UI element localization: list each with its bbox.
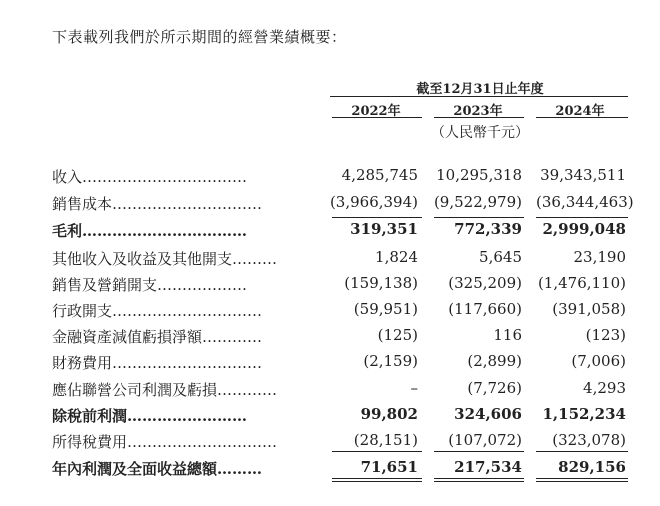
row-value: (1,476,110) <box>537 274 626 292</box>
row-value: (3,966,394) <box>329 193 418 211</box>
row-label: 金融資產減值虧損淨額………… <box>52 328 263 346</box>
row-value: – <box>410 379 418 397</box>
subtotal-rule-2024 <box>536 217 628 218</box>
row-value: 217,534 <box>454 458 522 476</box>
year-header-2023: 2023年 <box>453 104 503 119</box>
period-header: 截至12月31日止年度 <box>416 82 544 97</box>
row-value: 324,606 <box>454 405 522 423</box>
row-value: (36,344,463) <box>536 193 634 211</box>
row-label: 銷售及營銷開支……………… <box>52 276 248 294</box>
row-label: 其他收入及收益及其他開支……… <box>52 250 278 268</box>
year-rule-2023 <box>434 117 524 118</box>
row-value: (28,151) <box>353 431 418 449</box>
row-value: 116 <box>493 326 522 344</box>
row-value: 2,999,048 <box>542 220 626 238</box>
row-value: (7,006) <box>571 352 626 370</box>
row-value: (9,522,979) <box>433 193 522 211</box>
row-value: 829,156 <box>558 458 626 476</box>
row-value: (159,138) <box>344 274 418 292</box>
double-rule-a-2022 <box>332 478 422 479</box>
row-label: 毛利…………………………… <box>52 222 248 240</box>
row-value: 1,824 <box>375 248 418 266</box>
row-value: (323,078) <box>552 431 626 449</box>
double-rule-b-2022 <box>332 481 422 482</box>
row-value: (7,726) <box>467 379 522 397</box>
row-value: 772,339 <box>454 220 522 238</box>
row-value: 99,802 <box>360 405 418 423</box>
total-rule-2024 <box>536 451 628 452</box>
total-rule-2023 <box>434 451 524 452</box>
double-rule-a-2024 <box>536 478 628 479</box>
row-label: 應佔聯營公司利潤及虧損………… <box>52 381 278 399</box>
row-value: (2,899) <box>467 352 522 370</box>
row-label: 所得稅費用………………………… <box>52 433 278 451</box>
row-value: 4,285,745 <box>341 166 418 184</box>
table-row <box>0 379 660 403</box>
row-label: 銷售成本………………………… <box>52 195 263 213</box>
year-rule-2024 <box>536 117 628 118</box>
year-header-2024: 2024年 <box>555 104 605 119</box>
intro-text: 下表載列我們於所示期間的經營業績概要： <box>52 28 347 46</box>
row-value: (123) <box>585 326 626 344</box>
double-rule-b-2024 <box>536 481 628 482</box>
row-value: (325,209) <box>448 274 522 292</box>
row-value: (391,058) <box>552 300 626 318</box>
year-rule-2022 <box>332 117 422 118</box>
header-rule <box>330 96 628 97</box>
row-value: 71,651 <box>360 458 418 476</box>
row-value: 319,351 <box>350 220 418 238</box>
row-value: (107,072) <box>448 431 522 449</box>
row-value: 5,645 <box>479 248 522 266</box>
row-value: 4,293 <box>583 379 626 397</box>
subtotal-rule-2022 <box>332 217 422 218</box>
row-value: (59,951) <box>353 300 418 318</box>
table-row <box>0 220 660 244</box>
row-value: 1,152,234 <box>542 405 626 423</box>
double-rule-a-2023 <box>434 478 524 479</box>
row-value: (125) <box>377 326 418 344</box>
year-header-2022: 2022年 <box>351 104 401 119</box>
row-value: 23,190 <box>573 248 626 266</box>
row-value: (2,159) <box>363 352 418 370</box>
table-row <box>0 326 660 350</box>
row-label: 除稅前利潤…………………… <box>52 407 248 425</box>
row-value: 10,295,318 <box>436 166 522 184</box>
row-label: 行政開支………………………… <box>52 302 263 320</box>
row-value: 39,343,511 <box>540 166 626 184</box>
row-label: 年內利潤及全面收益總額……… <box>52 460 263 478</box>
table-row <box>0 405 660 429</box>
double-rule-b-2023 <box>434 481 524 482</box>
table-row <box>0 193 660 217</box>
total-rule-2022 <box>332 451 422 452</box>
table-row <box>0 166 660 190</box>
unit-label: （人民幣千元） <box>431 125 529 141</box>
row-label: 收入…………………………… <box>52 168 248 186</box>
table-row <box>0 248 660 272</box>
row-label: 財務費用………………………… <box>52 354 263 372</box>
subtotal-rule-2023 <box>434 217 524 218</box>
row-value: (117,660) <box>448 300 522 318</box>
table-row <box>0 274 660 298</box>
table-row <box>0 352 660 376</box>
table-row <box>0 300 660 324</box>
